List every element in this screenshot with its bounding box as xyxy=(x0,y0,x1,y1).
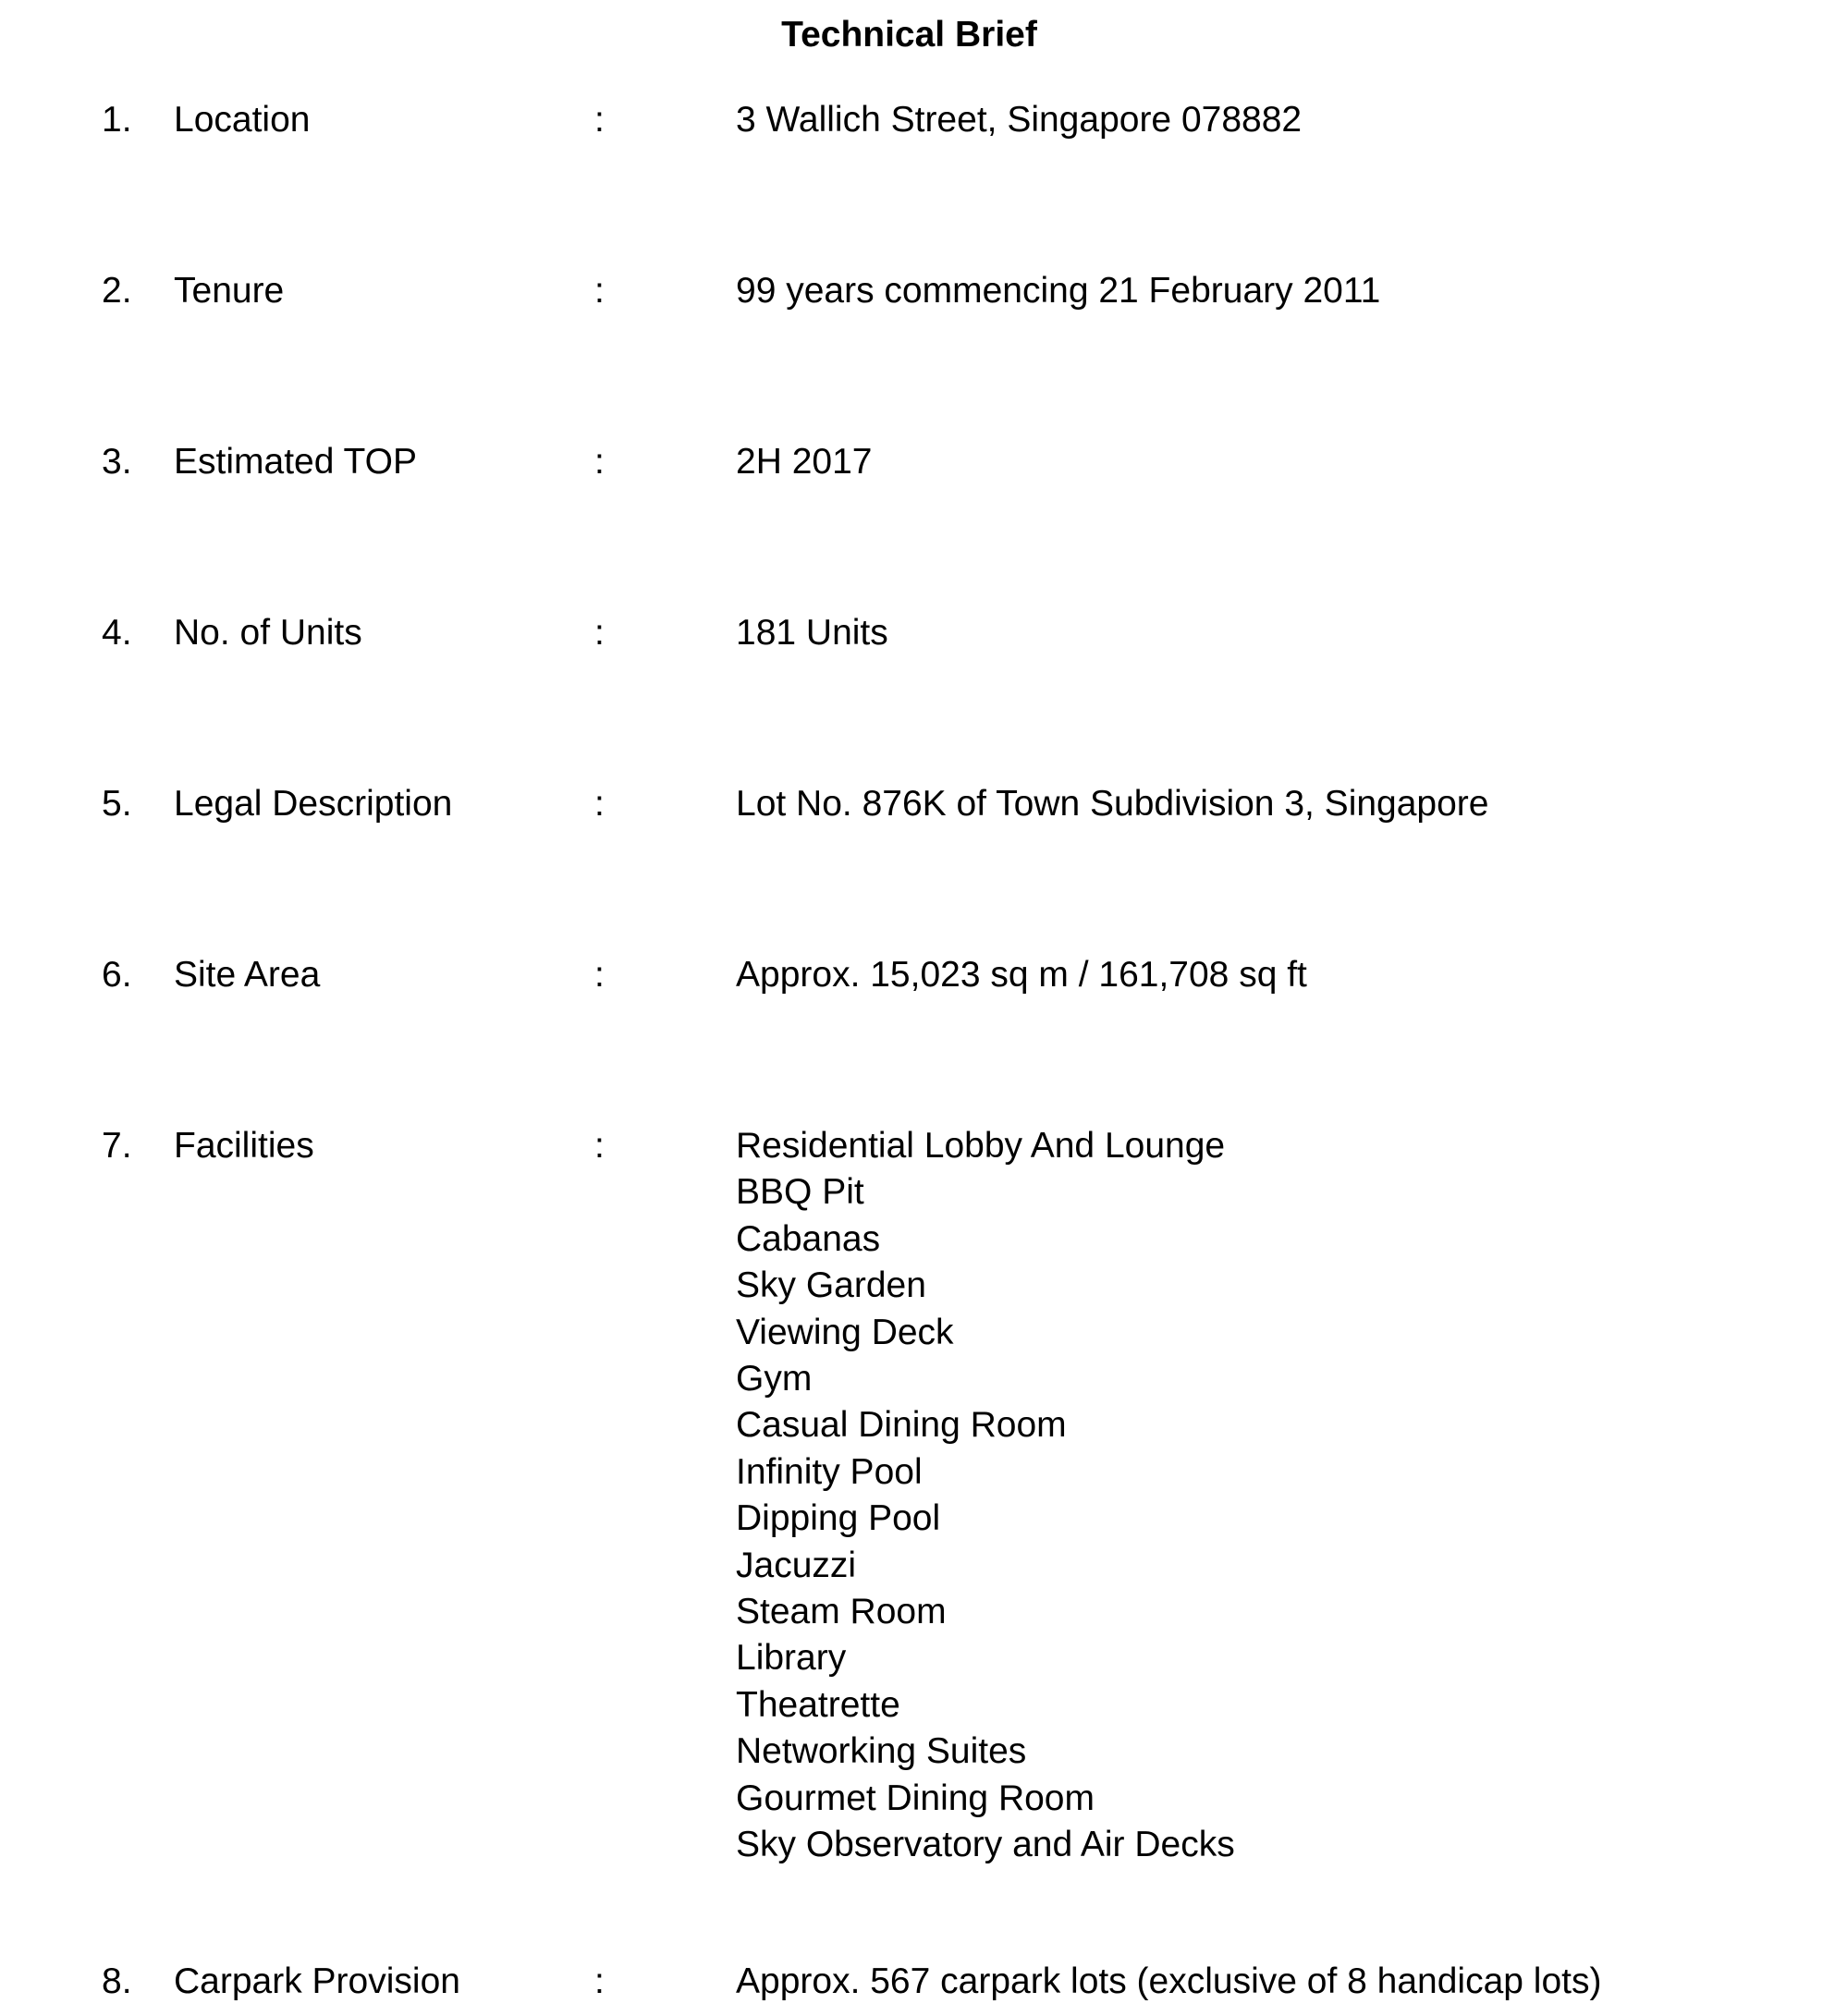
item-separator: : xyxy=(594,784,605,824)
item-separator: : xyxy=(594,955,605,995)
facility-item: Casual Dining Room xyxy=(736,1405,1067,1446)
item-number: 2. xyxy=(102,271,132,311)
facility-item: Sky Garden xyxy=(736,1265,926,1306)
item-separator: : xyxy=(594,613,605,653)
item-value: 3 Wallich Street, Singapore 078882 xyxy=(736,100,1303,140)
item-label: Carpark Provision xyxy=(174,1961,460,2001)
item-value: Approx. 567 carpark lots (exclusive of 8 handicap lots) xyxy=(736,1961,1602,2001)
item-label: Site Area xyxy=(174,955,321,995)
facility-item: Steam Room xyxy=(736,1592,947,1632)
item-value: 99 years commencing 21 February 2011 xyxy=(736,271,1381,311)
item-number: 5. xyxy=(102,784,132,824)
item-value: Lot No. 876K of Town Subdivision 3, Singapore xyxy=(736,784,1489,824)
item-separator: : xyxy=(594,1126,605,1166)
facility-item: Library xyxy=(736,1638,847,1679)
page-title: Technical Brief xyxy=(781,15,1037,55)
facility-item: BBQ Pit xyxy=(736,1172,864,1213)
item-number: 7. xyxy=(102,1126,132,1166)
item-number: 8. xyxy=(102,1961,132,2001)
facility-item: Cabanas xyxy=(736,1218,881,1259)
item-number: 3. xyxy=(102,442,132,482)
facility-item: Gym xyxy=(736,1359,813,1399)
item-label: Legal Description xyxy=(174,784,453,824)
item-separator: : xyxy=(594,100,605,140)
facility-item: Infinity Pool xyxy=(736,1451,923,1492)
item-value: 181 Units xyxy=(736,613,888,653)
facility-item: Dipping Pool xyxy=(736,1498,941,1539)
item-label: No. of Units xyxy=(174,613,362,653)
item-label: Estimated TOP xyxy=(174,442,418,482)
facility-item: Networking Suites xyxy=(736,1731,1027,1772)
item-label: Tenure xyxy=(174,271,285,311)
facility-item: Gourmet Dining Room xyxy=(736,1778,1095,1818)
item-separator: : xyxy=(594,442,605,482)
item-label: Facilities xyxy=(174,1126,314,1166)
facility-item: Residential Lobby And Lounge xyxy=(736,1126,1226,1166)
facility-item: Viewing Deck xyxy=(736,1312,954,1352)
item-separator: : xyxy=(594,1961,605,2001)
item-value: 2H 2017 xyxy=(736,442,873,482)
facility-item: Theatrette xyxy=(736,1684,900,1725)
facilities-list xyxy=(736,1123,1235,1869)
facility-item: Jacuzzi xyxy=(736,1545,857,1585)
item-number: 4. xyxy=(102,613,132,653)
item-separator: : xyxy=(594,271,605,311)
facility-item: Sky Observatory and Air Decks xyxy=(736,1825,1235,1865)
item-number: 1. xyxy=(102,100,132,140)
item-number: 6. xyxy=(102,955,132,995)
item-value: Approx. 15,023 sq m / 161,708 sq ft xyxy=(736,955,1307,995)
item-label: Location xyxy=(174,100,311,140)
